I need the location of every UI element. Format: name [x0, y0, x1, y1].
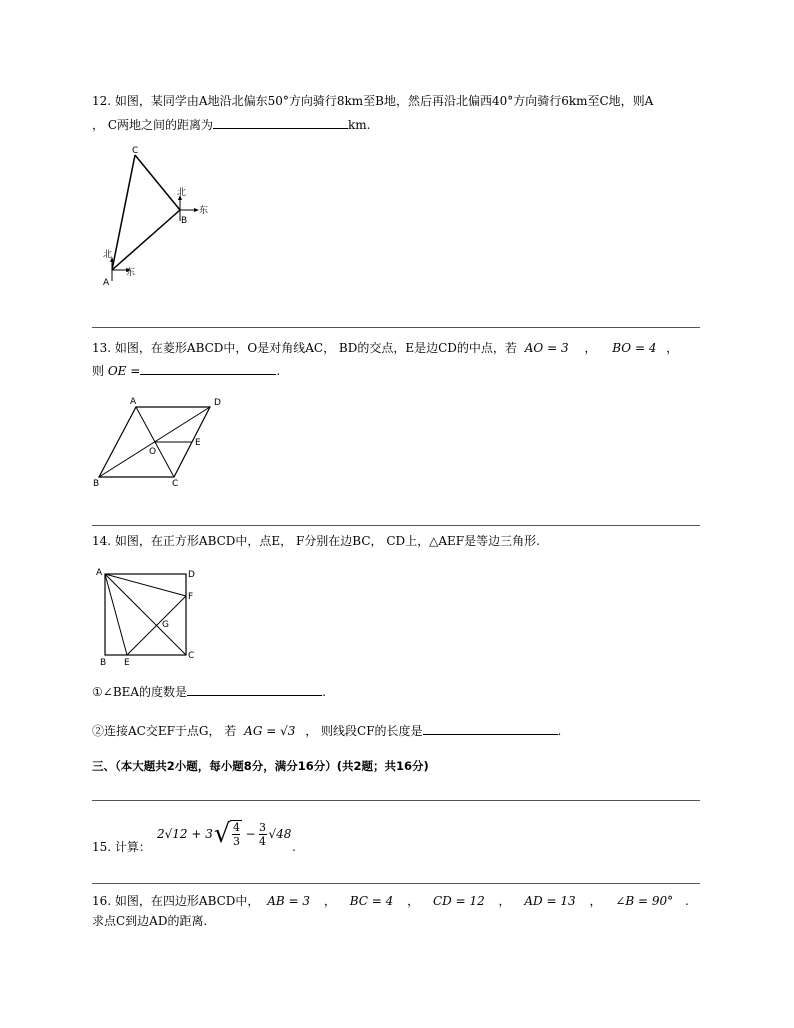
q14-segment-ac	[105, 574, 186, 655]
q13-label-b: B	[93, 479, 100, 488]
q13-line2-end: .	[276, 364, 281, 378]
q13-line2-prefix: 则	[92, 364, 105, 378]
q13-oe-math: OE =	[107, 364, 141, 378]
q14-label-d: D	[188, 570, 195, 580]
q15-expr-part1: 2√12 + 3	[157, 827, 213, 841]
q12-label-b: B	[181, 216, 188, 226]
q14-label-b: B	[100, 658, 107, 668]
q12-line2	[92, 116, 370, 133]
divider-13-14	[92, 525, 700, 526]
q14-sub2-text2: ， 则线段CF的长度是	[305, 724, 423, 738]
q13-label-a: A	[130, 397, 137, 407]
q15-fraction-2	[259, 821, 267, 848]
q15-sqrt48: √48	[268, 827, 292, 841]
q16-comma-4: ，	[589, 894, 602, 908]
q15-expression	[157, 816, 291, 852]
q12-figure	[95, 143, 225, 293]
q12-label-north-b: 北	[177, 188, 187, 198]
q16-comma-1: ，	[323, 894, 336, 908]
q16-ab-math: AB = 3	[267, 894, 311, 908]
q16-angle-math: ∠B = 90°	[615, 894, 674, 908]
q14-sub2-text: ②连接AC交EF于点G， 若	[92, 724, 237, 738]
q13-line1-text: 13. 如图，在菱形ABCD中，O是对角线AC， BD的交点，E是边CD的中点，若	[92, 341, 517, 355]
q13-diagonal-bd	[99, 407, 210, 477]
q12-segment-cb	[135, 155, 180, 210]
q14-label-f: F	[188, 592, 194, 602]
q15-label: 15. 计算：	[92, 840, 151, 854]
q14-sub2-end: .	[557, 724, 562, 738]
q16-comma-3: ，	[498, 894, 511, 908]
q16-line1-text: 16. 如图，在四边形ABCD中，	[92, 894, 260, 908]
q15-frac2-num: 3	[259, 820, 267, 834]
q12-line2-text: ， C两地之间的距离为	[92, 118, 213, 132]
q12-label-north-a: 北	[103, 250, 113, 260]
q14-line1: 14. 如图，在正方形ABCD中，点E， F分别在边BC， CD上，△AEF是等边三角形.	[92, 534, 540, 548]
q16-comma-2: ，	[407, 894, 420, 908]
q15-minus: −	[245, 827, 256, 841]
section3-title: 三、（本大题共2小题，每小题8分，满分16分）(共2题；共16分)	[92, 759, 429, 773]
q14-label-c: C	[188, 651, 195, 661]
q12-label-east-a: 东	[126, 268, 136, 278]
q15-end: .	[292, 840, 296, 854]
divider-12-13	[92, 327, 700, 328]
q13-bo-math: BO = 4	[612, 341, 657, 355]
q14-sub1-blank[interactable]	[187, 683, 322, 696]
q14-segment-ae	[105, 574, 127, 655]
q14-sub1-text: ①∠BEA的度数是	[92, 685, 188, 699]
q15-fraction-1	[230, 820, 242, 848]
q14-sub2-blank[interactable]	[423, 722, 558, 735]
q14-sub2-math: AG = √3	[244, 724, 296, 738]
q13-figure	[90, 393, 240, 488]
q14-sub1-end: .	[322, 685, 326, 699]
q16-bc-math: BC = 4	[349, 894, 394, 908]
q12-label-a: A	[103, 278, 110, 288]
q14-label-e: E	[124, 658, 130, 668]
q13-answer-blank[interactable]	[140, 362, 276, 375]
q13-line1	[92, 340, 678, 356]
q15-frac2-den: 4	[259, 834, 267, 848]
q14-sub1	[92, 683, 326, 700]
divider-15-16	[92, 883, 700, 884]
divider-s3-15	[92, 800, 700, 801]
q16-cd-math: CD = 12	[432, 894, 485, 908]
q13-label-d: D	[214, 398, 221, 408]
q16-end: .	[684, 894, 689, 908]
q13-ao-math: AO = 3	[524, 341, 569, 355]
q16-ad-math: AD = 13	[524, 894, 576, 908]
q12-label-c: C	[132, 146, 139, 156]
q16-line1	[92, 893, 689, 909]
q12-unit: km.	[348, 118, 371, 132]
q13-label-o: O	[149, 447, 157, 457]
q14-label-g: G	[162, 620, 169, 630]
q13-label-e: E	[195, 438, 201, 448]
q14-sub2	[92, 722, 561, 739]
q12-label-east-b: 东	[199, 206, 209, 216]
q16-line2: 求点C到边AD的距离.	[92, 914, 208, 928]
q14-label-a: A	[96, 568, 103, 578]
q14-segment-af	[105, 574, 186, 596]
q12-line1: 12. 如图，某同学由A地沿北偏东50°方向骑行8km至B地，然后再沿北偏西40°方向骑行6km至C地，则A	[92, 94, 654, 108]
q13-sep: ，	[584, 341, 597, 355]
q15-radical-icon: √	[213, 819, 231, 849]
q15-frac1-den: 3	[232, 835, 240, 848]
q12-answer-blank[interactable]	[213, 116, 348, 129]
q13-line2	[92, 362, 280, 379]
q13-label-c: C	[172, 479, 179, 488]
q15-frac1-num: 4	[232, 821, 240, 834]
q13-line1-end: ，	[666, 341, 679, 355]
q14-figure	[92, 563, 207, 671]
